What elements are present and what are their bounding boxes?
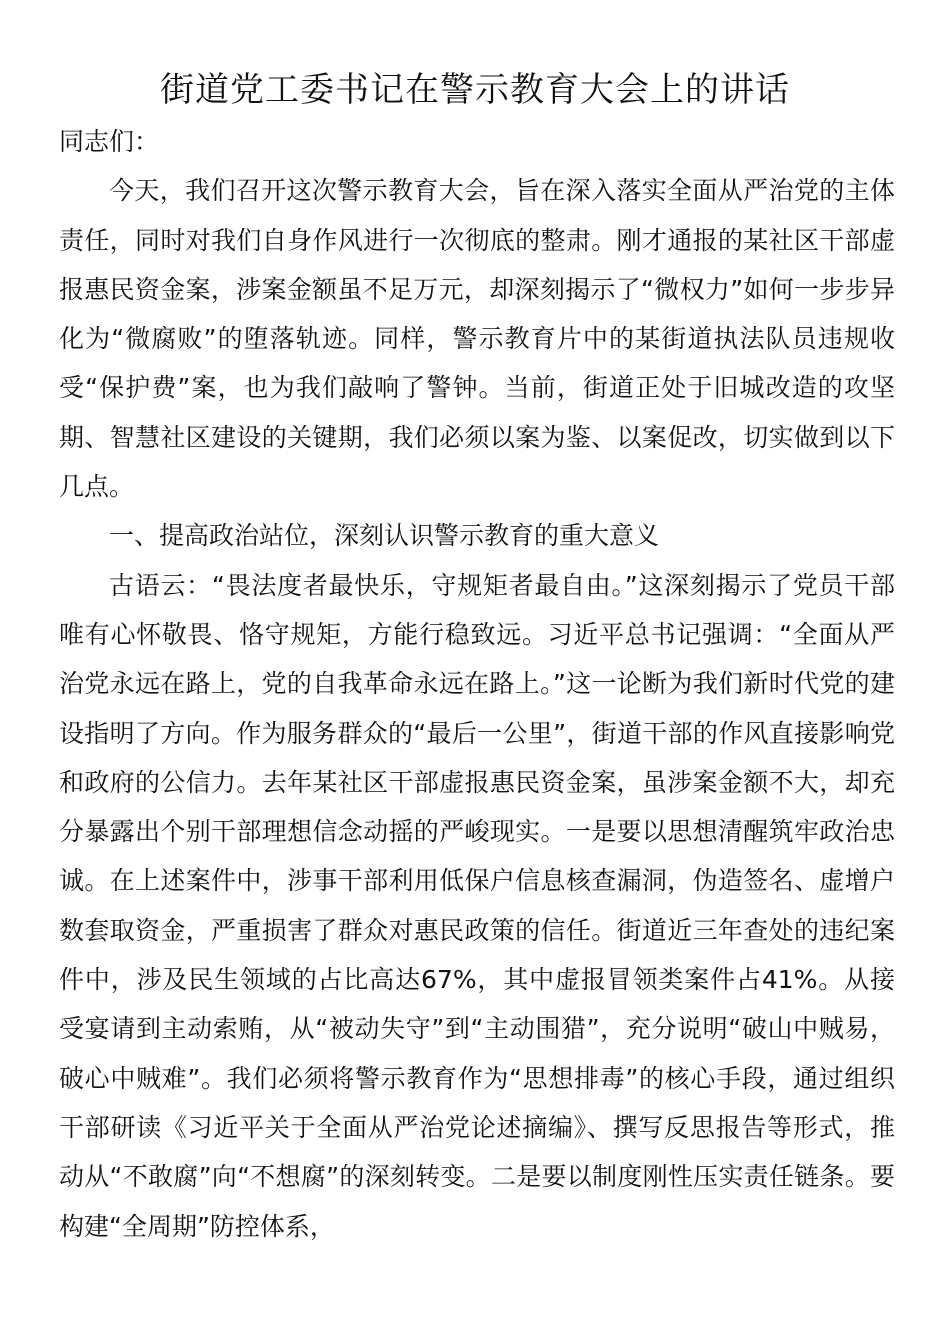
document-body xyxy=(59,117,895,1251)
paragraph-section-1: 古语云：“畏法度者最快乐，守规矩者最自由。”这深刻揭示了党员干部唯有心怀敬畏、恪守规矩，方能行稳致远。习近平总书记强调：“全面从严治党永远在路上，党的自我革命永远在路上。”这一论断为我们新时代党的建设指明了方向。作为服务群众的“最后一公里”，街道干部的作风直接影响党和政府的公信力。去年某社区干部虚报惠民资金案，虽涉案金额不大，却充分暴露出个别干部理想信念动摇的严峻现实。一是要以思想清醒筑牢政治忠诚。在上述案件中，涉事干部利用低保户信息核查漏洞，伪造签名、虚增户数套取资金，严重损害了群众对惠民政策的信任。街道近三年查处的违纪案件中，涉及民生领域的占比高达67%，其中虚报冒领类案件占41%。从接受宴请到主动索贿，从“被动失守”到“主动围猎”，充分说明“破山中贼易，破心中贼难”。我们必须将警示教育作为“思想排毒”的核心手段，通过组织干部研读《习近平关于全面从严治党论述摘编》、撰写反思报告等形式，推动从“不敢腐”向“不想腐”的深刻转变。二是要以制度刚性压实责任链条。要构建“全周期”防控体系， xyxy=(59,570,895,1241)
paragraph-intro: 今天，我们召开这次警示教育大会，旨在深入落实全面从严治党的主体责任，同时对我们自身作风进行一次彻底的整肃。刚才通报的某社区干部虚报惠民资金案，涉案金额虽不足万元，却深刻揭示了“微权力”如何一步步异化为“微腐败”的堕落轨迹。同样，警示教育片中的某街道执法队员违规收受“保护费”案，也为我们敲响了警钟。当前，街道正处于旧城改造的攻坚期、智慧社区建设的关键期，我们必须以案为鉴、以案促改，切实做到以下几点。 xyxy=(59,176,895,502)
document-title: 街道党工委书记在警示教育大会上的讲话 xyxy=(160,70,790,110)
section-heading-1: 一、提高政治站位，深刻认识警示教育的重大意义 xyxy=(109,521,660,551)
greeting: 同志们： xyxy=(59,127,160,156)
